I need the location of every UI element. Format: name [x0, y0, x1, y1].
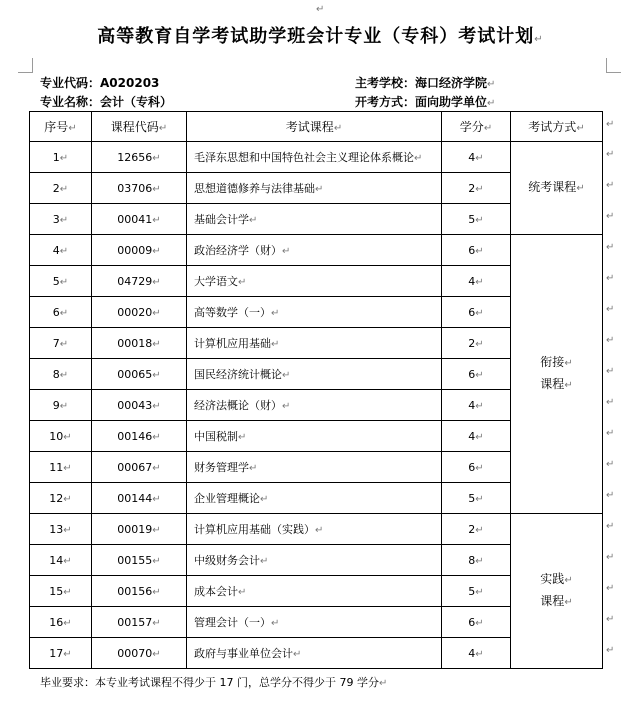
- cell-credit: 4↵: [442, 421, 511, 452]
- cell-credit: 8↵: [442, 545, 511, 576]
- cell-course: 中级财务会计↵: [187, 545, 442, 576]
- cell-course: 中国税制↵: [187, 421, 442, 452]
- row-end-mark: ↵: [606, 366, 615, 377]
- cell-course: 成本会计↵: [187, 576, 442, 607]
- exam-mode: [355, 93, 495, 110]
- major-name-value: 会计（专科）: [100, 95, 173, 109]
- cell-course: 国民经济统计概论↵: [187, 359, 442, 390]
- cell-credit: 5↵: [442, 483, 511, 514]
- host-school-label: 主考学校：: [355, 76, 416, 90]
- cell-no: 8↵: [30, 359, 92, 390]
- cell-course: 企业管理概论↵: [187, 483, 442, 514]
- cell-code: 00146↵: [92, 421, 187, 452]
- cell-credit: 4↵: [442, 142, 511, 173]
- paragraph-mark: ↵: [534, 34, 544, 45]
- cell-credit: 6↵: [442, 235, 511, 266]
- cell-no: 10↵: [30, 421, 92, 452]
- row-end-mark: ↵: [606, 119, 615, 130]
- row-end-mark: ↵: [606, 242, 615, 253]
- cell-credit: 6↵: [442, 359, 511, 390]
- cell-credit: 2↵: [442, 514, 511, 545]
- cell-code: 00041↵: [92, 204, 187, 235]
- header-course: 考试课程↵: [187, 112, 442, 142]
- graduation-requirement: [40, 674, 387, 690]
- cell-no: 1↵: [30, 142, 92, 173]
- cell-credit: 5↵: [442, 204, 511, 235]
- cell-code: 00018↵: [92, 328, 187, 359]
- row-end-mark: ↵: [606, 490, 615, 501]
- cell-no: 9↵: [30, 390, 92, 421]
- cell-code: 00020↵: [92, 297, 187, 328]
- row-end-mark: ↵: [606, 304, 615, 315]
- cell-no: 6↵: [30, 297, 92, 328]
- cell-course: 政府与事业单位会计↵: [187, 638, 442, 669]
- paragraph-mark: ↵: [487, 98, 496, 109]
- row-end-mark: ↵: [606, 211, 615, 222]
- cell-no: 11↵: [30, 452, 92, 483]
- graduation-requirement-text: 毕业要求：本专业考试课程不得少于 17 门，总学分不得少于 79 学分: [40, 676, 379, 689]
- table-header-row: [30, 112, 603, 142]
- major-code: [40, 74, 159, 91]
- row-end-mark: ↵: [606, 583, 615, 594]
- group-practice-courses: 实践↵ 课程↵: [511, 514, 603, 669]
- paragraph-mark: ↵: [487, 79, 496, 90]
- cell-course: 思想道德修养与法律基础↵: [187, 173, 442, 204]
- cell-code: 00043↵: [92, 390, 187, 421]
- table-row: [30, 514, 603, 545]
- cell-credit: 2↵: [442, 173, 511, 204]
- cell-course: 大学语文↵: [187, 266, 442, 297]
- cell-course: 计算机应用基础（实践）↵: [187, 514, 442, 545]
- cell-no: 15↵: [30, 576, 92, 607]
- group-unified-exam: 统考课程↵: [511, 142, 603, 235]
- document-title-text: 高等教育自学考试助学班会计专业（专科）考试计划: [97, 26, 535, 47]
- cell-code: 00144↵: [92, 483, 187, 514]
- cell-no: 3↵: [30, 204, 92, 235]
- header-no: 序号↵: [30, 112, 92, 142]
- cell-no: 16↵: [30, 607, 92, 638]
- cell-no: 12↵: [30, 483, 92, 514]
- cell-code: 00156↵: [92, 576, 187, 607]
- row-end-mark: ↵: [606, 614, 615, 625]
- cell-course: 财务管理学↵: [187, 452, 442, 483]
- major-name-label: 专业名称：: [40, 95, 101, 109]
- major-name: [40, 93, 172, 110]
- row-end-mark: ↵: [606, 180, 615, 191]
- cell-course: 高等数学（一）↵: [187, 297, 442, 328]
- row-end-mark: ↵: [606, 397, 615, 408]
- major-code-label: 专业代码：: [40, 76, 101, 90]
- cell-credit: 4↵: [442, 638, 511, 669]
- cell-credit: 6↵: [442, 607, 511, 638]
- cell-code: 00070↵: [92, 638, 187, 669]
- cell-credit: 5↵: [442, 576, 511, 607]
- cell-credit: 4↵: [442, 390, 511, 421]
- cell-credit: 2↵: [442, 328, 511, 359]
- header-mode: 考试方式↵: [511, 112, 603, 142]
- header-code: 课程代码↵: [92, 112, 187, 142]
- row-end-mark: ↵: [606, 335, 615, 346]
- row-end-mark: ↵: [606, 273, 615, 284]
- cell-no: 14↵: [30, 545, 92, 576]
- row-end-mark: ↵: [606, 645, 615, 656]
- cell-no: 2↵: [30, 173, 92, 204]
- cell-course: 经济法概论（财）↵: [187, 390, 442, 421]
- cell-course: 计算机应用基础↵: [187, 328, 442, 359]
- cell-course: 基础会计学↵: [187, 204, 442, 235]
- cell-no: 17↵: [30, 638, 92, 669]
- cell-code: 00065↵: [92, 359, 187, 390]
- cell-no: 5↵: [30, 266, 92, 297]
- row-end-mark: ↵: [606, 459, 615, 470]
- row-end-mark: ↵: [606, 521, 615, 532]
- cell-credit: 4↵: [442, 266, 511, 297]
- exam-plan-table: [29, 111, 603, 669]
- cell-code: 00155↵: [92, 545, 187, 576]
- cell-code: 00157↵: [92, 607, 187, 638]
- cell-code: 00009↵: [92, 235, 187, 266]
- cell-credit: 6↵: [442, 452, 511, 483]
- paragraph-mark: ↵: [316, 4, 325, 15]
- cell-course: 管理会计（一）↵: [187, 607, 442, 638]
- row-end-mark: ↵: [606, 149, 615, 160]
- paragraph-mark: ↵: [378, 678, 388, 689]
- cell-course: 毛泽东思想和中国特色社会主义理论体系概论↵: [187, 142, 442, 173]
- exam-mode-label: 开考方式：: [355, 95, 416, 109]
- document-title: [0, 22, 641, 48]
- cell-code: 12656↵: [92, 142, 187, 173]
- row-end-mark: ↵: [606, 428, 615, 439]
- cell-no: 7↵: [30, 328, 92, 359]
- cell-credit: 6↵: [442, 297, 511, 328]
- cell-code: 00019↵: [92, 514, 187, 545]
- cell-code: 04729↵: [92, 266, 187, 297]
- cell-course: 政治经济学（财）↵: [187, 235, 442, 266]
- row-end-mark: ↵: [606, 552, 615, 563]
- group-bridging-courses: 衔接↵ 课程↵: [511, 235, 603, 514]
- margin-corner-mark: [606, 58, 621, 73]
- exam-mode-value: 面向助学单位: [415, 95, 488, 109]
- major-code-value: A020203: [100, 76, 160, 90]
- host-school-value: 海口经济学院: [415, 76, 488, 90]
- cell-code: 03706↵: [92, 173, 187, 204]
- margin-corner-mark: [18, 58, 33, 73]
- cell-no: 4↵: [30, 235, 92, 266]
- host-school: [355, 74, 495, 91]
- table-row: [30, 142, 603, 173]
- table-row: [30, 235, 603, 266]
- cell-code: 00067↵: [92, 452, 187, 483]
- header-credit: 学分↵: [442, 112, 511, 142]
- cell-no: 13↵: [30, 514, 92, 545]
